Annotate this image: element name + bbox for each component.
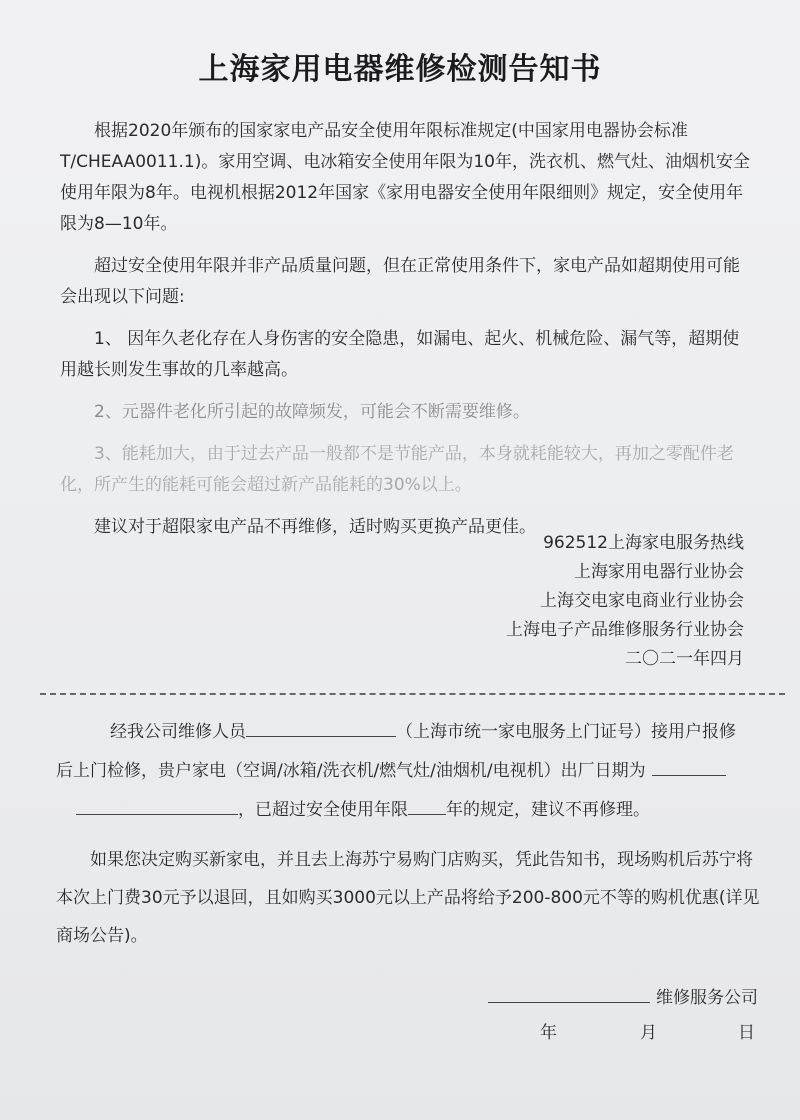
company-label: 维修服务公司 bbox=[656, 988, 758, 1008]
form-text-3b: 年的规定，建议不再修理。 bbox=[446, 800, 650, 820]
repair-company-line bbox=[488, 978, 758, 1008]
form-text-1a: 经我公司维修人员 bbox=[110, 722, 246, 742]
signature-association-1: 上海家用电器行业协会 bbox=[574, 562, 744, 582]
signature-block bbox=[506, 529, 744, 674]
signature-date: 二〇二一年四月 bbox=[625, 649, 744, 669]
document-title: 上海家用电器维修检测告知书 bbox=[198, 52, 602, 87]
paragraph-overdue: 超过安全使用年限并非产品质量问题，但在正常使用条件下，家电产品如超期使用可能会出现以下问题: bbox=[60, 256, 740, 307]
date-day-label: 日 bbox=[738, 1023, 755, 1043]
notice-body bbox=[60, 116, 750, 554]
form-line-1 bbox=[76, 712, 766, 751]
form-text-3a: ，已超过安全使用年限 bbox=[238, 800, 408, 820]
manufacture-date-blank-2[interactable] bbox=[76, 790, 238, 815]
paragraph-issue-2: 2、元器件老化所引起的故障频发，可能会不断需要维修。 bbox=[94, 402, 530, 422]
manufacture-date-blank[interactable] bbox=[652, 751, 726, 776]
date-month-label: 月 bbox=[640, 1023, 657, 1043]
form-line-3 bbox=[76, 790, 766, 829]
safety-years-blank[interactable] bbox=[408, 790, 446, 815]
paragraph-suggestion: 建议对于超限家电产品不再维修，适时购买更换产品更佳。 bbox=[94, 517, 536, 537]
repair-form bbox=[56, 712, 766, 955]
paragraph-issue-3: 3、能耗加大，由于过去产品一般都不是节能产品，本身就耗能较大，再加之零配件老化，所产生的能耗可能会超过新产品能耗的30%以上。 bbox=[60, 444, 734, 495]
paragraph-offer: 如果您决定购买新家电，并且去上海苏宁易购门店购买，凭此告知书，现场购机后苏宁将本次上门费30元予以退回，且如购买3000元以上产品将给予200-800元不等的购机优惠(详见商场公告)。 bbox=[56, 850, 760, 946]
repairman-name-blank[interactable] bbox=[246, 712, 396, 737]
signature-association-3: 上海电子产品维修服务行业协会 bbox=[506, 620, 744, 640]
paragraph-standard: 根据2020年颁布的国家家电产品安全使用年限标准规定(中国家用电器协会标准T/CHEAA0011.1)。家用空调、电冰箱安全使用年限为10年，洗衣机、燃气灶、油烟机安全使用年限为8年。电视机根据2012年国家《家用电器安全使用年限细则》规定，安全使用年限为8—10年。 bbox=[60, 121, 750, 234]
signature-hotline: 962512上海家电服务热线 bbox=[543, 533, 744, 553]
signature-association-2: 上海交电家电商业行业协会 bbox=[540, 591, 744, 611]
paragraph-issue-1: 1、 因年久老化存在人身伤害的安全隐患，如漏电、起火、机械危险、漏气等，超期使用越长则发生事故的几率越高。 bbox=[60, 329, 740, 380]
form-text-1b: （上海市统一家电服务上门证号）接用户报修 bbox=[396, 722, 736, 742]
form-text-2a: 后上门检修，贵户家电（空调/冰箱/洗衣机/燃气灶/油烟机/电视机）出厂日期为 bbox=[56, 761, 646, 781]
date-year-label: 年 bbox=[540, 1023, 557, 1043]
form-line-2 bbox=[56, 751, 766, 790]
company-name-blank[interactable] bbox=[488, 978, 650, 1003]
cut-line-divider bbox=[40, 693, 785, 695]
